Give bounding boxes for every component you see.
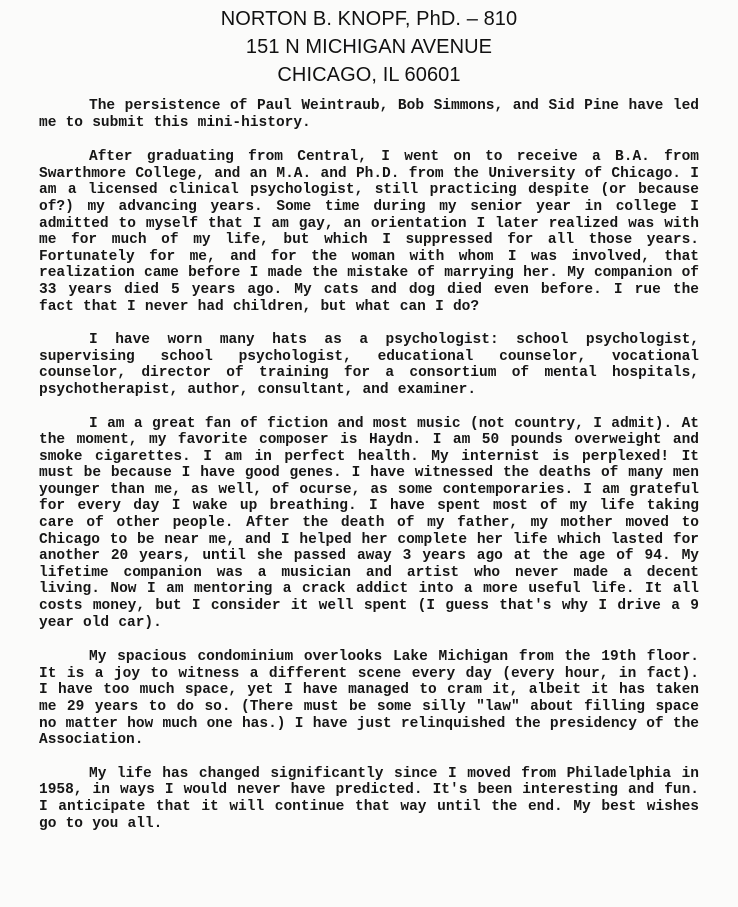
paragraph-intro: The persistence of Paul Weintraub, Bob Simmons, and Sid Pine have led me to submit this mini-history. [39, 98, 699, 131]
city-line: CHICAGO, IL 60601 [277, 64, 461, 86]
paragraph-education: After graduating from Central, I went on to receive a B.A. from Swarthmore College, and an M.A. and Ph.D. from the University of Chicago. I am a licensed clinical psychologist, still practicing despite (or because of?) my advancing years. Some time during my senior year in college I admitted to myself that I am gay, an orientation I later realized was with me for much of my life, but which I suppressed for all those years. Fortunately for me, and for the woman with whom I was involved, that realization came before I made the mistake of marrying her. My companion of 33 years died 5 years ago. My cats and dog died even before. I rue the fact that I never had children, but what can I do? [39, 149, 699, 315]
letter-body [39, 98, 699, 832]
paragraph-personal: I am a great fan of fiction and most music (not country, I admit). At the moment, my favorite composer is Haydn. I am 50 pounds overweight and smoke cigarettes. I am in perfect health. My internist is perplexed! It must be because I have good genes. I have witnessed the deaths of many men younger than me, as well, of ocurse, as some contemporaries. I am grateful for every day I wake up breathing. I have spent most of my life taking care of other people. After the death of my father, my mother moved to Chicago to be near me, and I helped her complete her life which lasted for another 20 years, until she passed away 3 years ago at the age of 94. My lifetime companion was a musician and artist who never made a decent living. Now I am mentoring a crack addict into a more useful life. It all costs money, but I consider it well spent (I guess that's why I drive a 9 year old car). [39, 415, 699, 631]
author-name-line: NORTON B. KNOPF, PhD. – 810 [220, 8, 518, 30]
street-address-line: 151 N MICHIGAN AVENUE [245, 36, 493, 58]
paragraph-home: My spacious condominium overlooks Lake Michigan from the 19th floor. It is a joy to witness a different scene every day (every hour, in fact). I have too much space, yet I have managed to cram it, albeit it has taken me 29 years to do so. (There must be some silly "law" about filling space no matter how much one has.) I have just relinquished the presidency of the Association. [39, 649, 699, 749]
letterhead [0, 5, 738, 89]
paragraph-closing: My life has changed significantly since I moved from Philadelphia in 1958, in ways I would never have predicted. It's been interesting and fun. I anticipate that it will continue that way until the end. My best wishes go to you all. [39, 765, 699, 832]
paragraph-career: I have worn many hats as a psychologist: school psychologist, supervising school psychologist, educational counselor, vocational counselor, director of training for a consortium of mental hospitals, psychotherapist, author, consultant, and examiner. [39, 332, 699, 398]
